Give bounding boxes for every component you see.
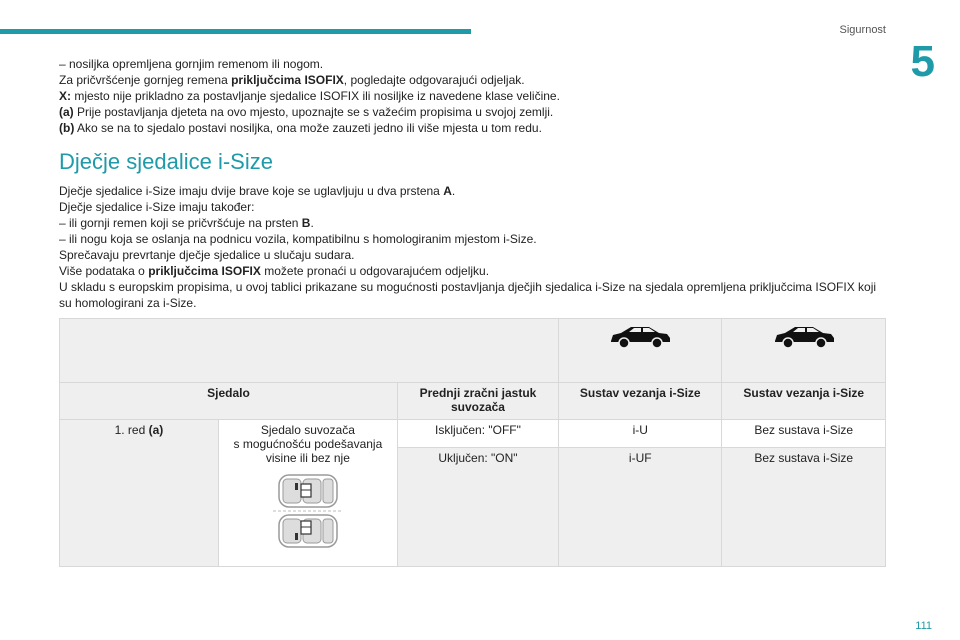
isize-table <box>59 318 886 567</box>
front-seat-diagram-icon <box>273 471 343 549</box>
section-title: Dječje sjedalice i-Size <box>59 149 273 174</box>
table-icon-cell <box>559 319 722 383</box>
table-header-blank <box>60 319 559 383</box>
isize-value-cell: Bez sustava i-Size <box>722 420 886 448</box>
col-header-isize-2: Sustav vezanja i-Size <box>722 383 886 420</box>
section-name: Sigurnost <box>839 24 886 36</box>
airbag-off-cell: Isključen: "OFF" <box>397 420 558 448</box>
car-icon <box>771 322 837 350</box>
airbag-on-cell: Uključen: "ON" <box>397 448 558 567</box>
intro-line: Za pričvršćenje gornjeg remena priključcima ISOFIX, pogledajte odgovarajući odjeljak. <box>59 73 525 87</box>
col-header-isize-1: Sustav vezanja i-Size <box>559 383 722 420</box>
content <box>59 56 889 311</box>
table-icon-row <box>60 319 886 383</box>
row-label: 1. red (a) <box>60 420 219 567</box>
body-line: Više podataka o priključcima ISOFIX možete pronaći u odgovarajućem odjeljku. <box>59 264 490 278</box>
table-row <box>60 420 886 448</box>
chapter-number: 5 <box>910 37 935 86</box>
car-icon <box>607 322 673 350</box>
body-line: – ili nogu koja se oslanja na podnicu vozila, kompatibilnu s homologiranim mjestom i-Size. <box>59 232 537 246</box>
body-line: Dječje sjedalice i-Size imaju dvije brave koje se uglavljuju u dva prstena A. <box>59 184 456 198</box>
seat-desc-text: Sjedalo suvozača s mogućnošću podešavanja visine ili bez nje <box>233 423 383 465</box>
body-line: Dječje sjedalice i-Size imaju također: <box>59 200 255 214</box>
table-icon-cell <box>722 319 886 383</box>
intro-line: – nosiljka opremljena gornjim remenom ili nogom. <box>59 57 324 71</box>
body-line: Sprečavaju prevrtanje dječje sjedalice u slučaju sudara. <box>59 248 355 262</box>
isize-value-cell: Bez sustava i-Size <box>722 448 886 567</box>
table-header-row <box>60 383 886 420</box>
isize-value-cell: i-U <box>559 420 722 448</box>
intro-line: (a) Prije postavljanja djeteta na ovo mjesto, upoznajte se s važećim propisima u svojoj zemlji. <box>59 105 554 119</box>
col-header-airbag: Prednji zračni jastuk suvozača <box>397 383 558 420</box>
body-line: U skladu s europskim propisima, u ovoj tablici prikazane su mogućnosti postavljanja dječjih sjedalica i-Size na sjedala opremljena priključcima ISOFIX koji su homologirani za i-Size. <box>59 280 877 310</box>
body-line: – ili gornji remen koji se pričvršćuje na prsten B. <box>59 216 314 230</box>
col-header-seat: Sjedalo <box>60 383 398 420</box>
header-accent-bar <box>0 29 471 34</box>
page-number: 111 <box>915 620 932 632</box>
intro-line: X: mjesto nije prikladno za postavljanje sjedalice ISOFIX ili nosiljke iz navedene klase veličine. <box>59 89 560 103</box>
isize-value-cell: i-UF <box>559 448 722 567</box>
intro-line: (b) Ako se na to sjedalo postavi nosiljka, ona može zauzeti jedno ili više mjesta u tom redu. <box>59 121 542 135</box>
seat-description <box>218 420 397 567</box>
